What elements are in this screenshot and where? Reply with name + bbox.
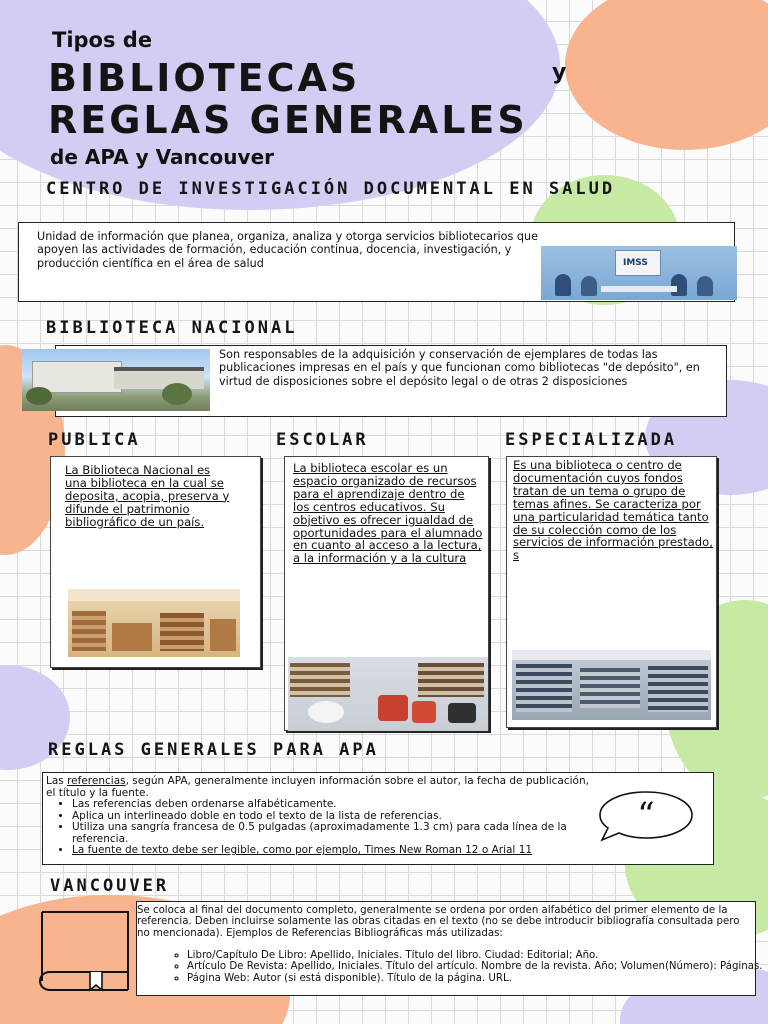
apa-intro-link[interactable]: referencias (67, 775, 126, 787)
svg-text:“: “ (637, 795, 655, 835)
apa-intro (46, 776, 591, 799)
publica-text: La Biblioteca Nacional es una biblioteca en la cual se deposita, acopia, preserva y difunde el patrimonio bibliográfico de un país. (65, 463, 230, 529)
publica-heading: PUBLICA (48, 430, 141, 450)
title-line1: BIBLIOTECAS (48, 56, 361, 100)
apa-rules (72, 799, 592, 857)
peach-blob-top-right (565, 0, 768, 150)
escolar-photo (288, 657, 488, 731)
nacional-text: Son responsables de la adquisición y conservación de ejemplares de todas las publicaciones impresas en el país y que funcionan como bibliotecas "de depósito", en virtud de disposiciones sobre el depósito legal o de otras 2 disposiciones (219, 348, 700, 388)
apa-rule: • Aplica un interlineado doble en todo el texto de la lista de referencias. (72, 811, 592, 823)
centro-heading: CENTRO DE INVESTIGACIÓN DOCUMENTAL EN SALUD (46, 179, 616, 199)
escolar-text: La biblioteca escolar es un espacio organizado de recursos para el aprendizaje dentro de los centros educativos. Su objetivo es ofrecer igualdad de oportunidades para el alumnado en cuanto al acceso a la lectura, a la información y a la cultura (293, 461, 483, 566)
apa-rule: • Las referencias deben ordenarse alfabéticamente. (72, 799, 592, 811)
nacional-photo (22, 349, 210, 411)
title-pre: Tipos de (52, 28, 153, 52)
nacional-heading: BIBLIOTECA NACIONAL (46, 318, 298, 338)
quote-bubble-icon (596, 788, 696, 844)
apa-rule: • Utiliza una sangría francesa de 0.5 pulgadas (aproximadamente 1.3 cm) para cada línea de la referencia. (72, 822, 592, 845)
vancouver-box (136, 901, 763, 996)
imss-photo (541, 246, 737, 300)
apa-intro-b: , según APA, generalmente incluyen información sobre el autor, la fecha de publicación, el título y la fuente. (46, 775, 589, 799)
especializada-photo (512, 650, 711, 720)
especializada-text: Es una biblioteca o centro de documentación cuyos fondos tratan de un tema o grupo de temas afines. Se caracteriza por una particularidad temática tanto de su colección como de los servicios de información prestado, s (513, 458, 713, 563)
centro-text: Unidad de información que planea, organiza, analiza y otorga servicios bibliotecarios que apoyen las actividades de formación, educación continua, docencia, investigación, y producción científica en el área de salud (37, 230, 538, 270)
especializada-heading: ESPECIALIZADA (505, 430, 678, 450)
vancouver-example: ◦ Página Web: Autor (si está disponible). Título de la página. URL. (187, 973, 768, 984)
vancouver-example: ◦ Artículo De Revista: Apellido, Iniciales. Título del artículo. Nombre de la revista. Año; Volumen(Número): Páginas. (187, 961, 768, 972)
imss-logo: IMSS (623, 258, 648, 268)
vancouver-examples (187, 950, 768, 984)
vancouver-heading: VANCOUVER (50, 876, 170, 896)
title-line2: REGLAS GENERALES (48, 98, 528, 142)
title-y: y (552, 60, 567, 85)
apa-rule: • La fuente de texto debe ser legible, como por ejemplo, Times New Roman 12 o Arial 11 (72, 845, 592, 857)
publica-photo (68, 589, 240, 657)
apa-intro-a: Las (46, 775, 68, 787)
apa-heading: REGLAS GENERALES PARA APA (48, 740, 379, 760)
vancouver-intro: Se coloca al final del documento completo, generalmente se ordena por orden alfabético del primer elemento de la referencia. Deben incluirse solamente las obras citadas en el texto (no se debe introducir bibliografía consultada pero no mencionada). Ejemplos de Referencias Bibliográficas más utilizadas: (137, 905, 740, 939)
vancouver-example: ◦ Libro/Capítulo De Libro: Apellido, Iniciales. Título del libro. Ciudad: Editorial; Año. (187, 950, 768, 961)
book-icon (32, 906, 134, 992)
subtitle: de APA y Vancouver (50, 145, 275, 169)
escolar-heading: ESCOLAR (276, 430, 369, 450)
